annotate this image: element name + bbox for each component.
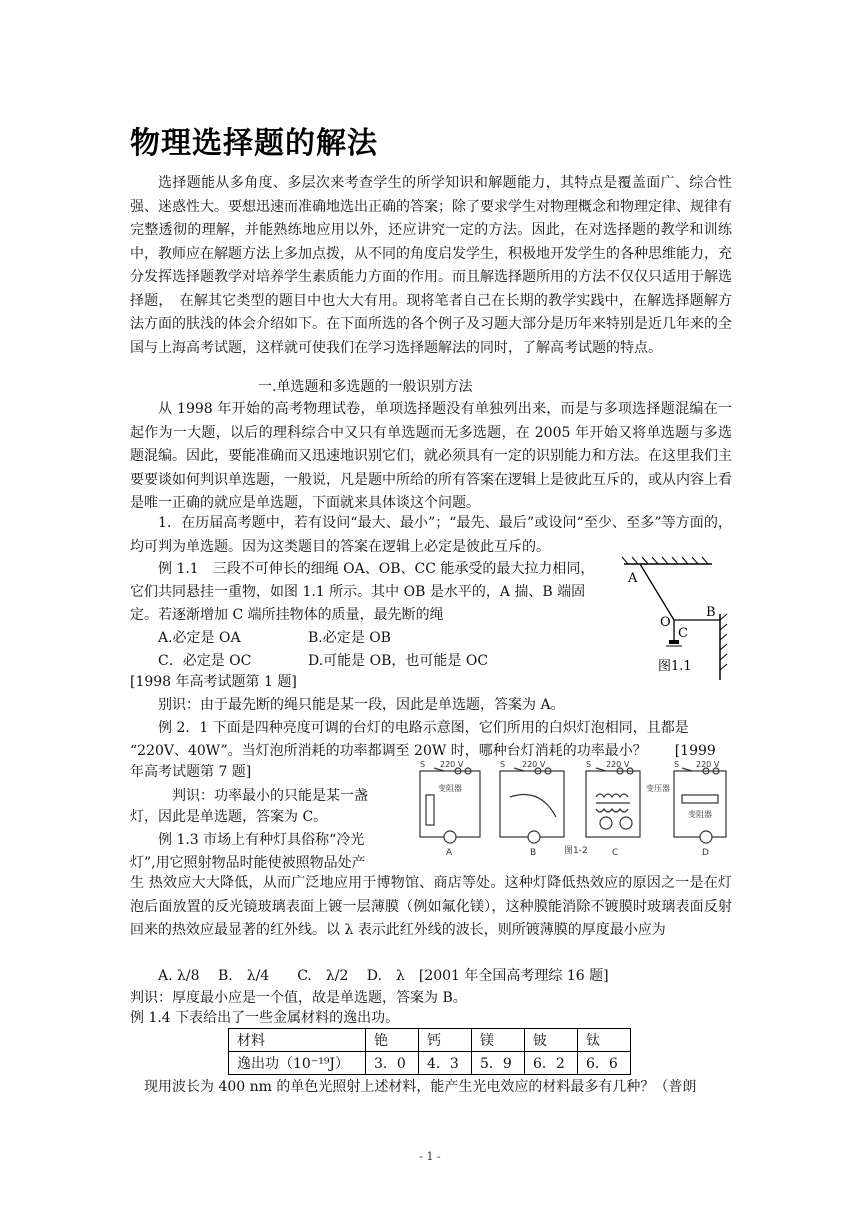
fig12-b-s: S xyxy=(500,760,506,769)
table-cell: 4．3 xyxy=(419,1052,472,1075)
fig11-label-b: B xyxy=(706,605,716,620)
table-cell: 逸出功（10⁻¹⁹J） xyxy=(229,1052,366,1075)
point-1-paragraph: 1．在历届高考题中，若有设问“最大、最小”；“最先、最后”或设问“至少、至多”等方面的，均可判为单选题。因为这类题目的答案在逻辑上必定是彼此互斥的。 xyxy=(130,515,732,555)
ex13-line1: 例 1.3 市场上有种灯具俗称“冷光 xyxy=(158,832,365,848)
fig12-label-b: B xyxy=(530,848,537,858)
ex11-answer: 别识：由于最先断的绳只能是某一段，因此是单选题，答案为 A。 xyxy=(158,697,565,713)
fig12-a-rheostat: 变阻器 xyxy=(438,784,462,793)
ex21-line2: “220V、40W”。当灯泡所消耗的功率都调至 20W 时，哪种台灯消耗的功率最小？ [1999 xyxy=(130,743,716,759)
table-cell: 6．2 xyxy=(525,1052,578,1075)
ex11-line3: 定。若逐渐增加 C 端所挂物体的质量，最先断的绳 xyxy=(130,607,444,623)
table-cell: 5．9 xyxy=(472,1052,525,1075)
fig12-d-s: S xyxy=(674,760,680,769)
fig12-b-v: 220 V xyxy=(522,760,546,769)
ex11-option-d: D.可能是 OB，也可能是 OC xyxy=(308,653,489,669)
table-cell: 镁 xyxy=(472,1029,525,1052)
fig12-d-rheostat: 变阻器 xyxy=(688,810,712,819)
fig12-c-transformer: 变压器 xyxy=(646,784,670,793)
figure-1-1 xyxy=(610,556,736,680)
fig12-label-a: A xyxy=(446,848,453,858)
table-cell: 6．6 xyxy=(578,1052,631,1075)
table-cell: 铯 xyxy=(366,1029,419,1052)
work-function-table xyxy=(228,1028,631,1075)
fig11-label-c: C xyxy=(678,626,688,641)
fig11-caption: 图1.1 xyxy=(658,659,692,674)
fig12-label-c: C xyxy=(612,848,619,858)
fig12-d-v: 220 V xyxy=(696,760,720,769)
ex21-line3: 年高考试题第 7 题] xyxy=(130,764,252,780)
fig12-caption: 图1-2 xyxy=(564,846,588,856)
ex13-options: A. λ/8 B. λ/4 C. λ/2 D. λ [2001 年全国高考理综 16 题] xyxy=(158,968,609,984)
ex21-answer-line2: 灯，因此是单选题，答案为 C。 xyxy=(130,809,328,825)
page-number: - 1 - xyxy=(419,1150,441,1163)
figure-1-2 xyxy=(410,757,734,859)
intro-paragraph: 选择题能从多角度、多层次来考查学生的所学知识和解题能力，其特点是覆盖面广、综合性强、迷惑性大。要想迅速而准确地选出正确的答案；除了要求学生对物理概念和物理定律、规律有完整透彻的理解，并能熟练地应用以外，还应讲究一定的方法。因此，在对选择题的教学和训练中，教师应在解题方法上多加点拨，从不同的角度启发学生，积极地开发学生的各种思维能力，充分发挥选择题教学对培养学生素质能力方面的作用。而且解选择题所用的方法不仅仅只适用于解选择题， 在解其它类型的题目中也大大有用。现将笔者自己在长期的教学实践中，在解选择题解方法方面的肤浅的体会介绍如下。在下面所选的各个例子及习题大部分是历年来特别是近几年来的全国与上海高考试题，这样就可使我们在学习选择题解法的同时，了解高考试题的特点。 xyxy=(130,175,732,356)
fig12-a-s: S xyxy=(420,760,426,769)
table-row xyxy=(229,1052,631,1075)
ex11-source: [1998 年高考试题第 1 题] xyxy=(130,674,297,690)
fig12-c-s: S xyxy=(586,760,592,769)
table-header-row xyxy=(229,1029,631,1052)
ex13-line2: 灯”,用它照射物品时能使被照物品处产 xyxy=(130,855,366,871)
ex11-option-b: B.必定是 OB xyxy=(308,630,391,646)
ex11-line1: 例 1.1 三段不可伸长的细绳 OA、OB、CC 能承受的最大拉力相同， xyxy=(158,561,595,577)
ex13-body: 生 热效应大大降低，从而广泛地应用于博物馆、商店等处。这种灯降低热效应的原因之一是在灯泡后面放置的反光镜玻璃表面上镀一层薄膜（例如氟化镁），这种膜能消除不镀膜时玻璃表面反射回来的热效应最显著的红外线。以 λ 表示此红外线的波长，则所镀薄膜的厚度最小应为 xyxy=(130,875,732,938)
table-cell: 3．0 xyxy=(366,1052,419,1075)
ex14-question: 现用波长为 400 nm 的单色光照射上述材料，能产生光电效应的材料最多有几种？（普朗 xyxy=(144,1079,697,1095)
ex21-answer-line1: 判识：功率最小的只能是某一盏 xyxy=(172,788,368,804)
page-title: 物理选择题的解法 xyxy=(130,126,378,161)
ex13-answer: 判识：厚度最小应是一个值，故是单选题，答案为 B。 xyxy=(130,990,467,1006)
ex11-line2: 它们共同悬挂一重物，如图 1.1 所示。其中 OB 是水平的，A 揣、B 端固 xyxy=(130,584,586,600)
fig11-label-o: O xyxy=(660,615,671,630)
table-cell: 钛 xyxy=(578,1029,631,1052)
section-paragraph: 从 1998 年开始的高考物理试卷，单项选择题没有单独列出来，而是与多项选择题混编在一起作为一大题，以后的理科综合中又只有单选题而无多选题，在 2005 年开始又将单选题与多选题混编。因此，要能准确而又迅速地识别它们，就必须具有一定的识别能力和方法。在这里我们主要要谈如何判识单选题，一般说，凡是题中所给的所有答案在逻辑上是彼此互斥的，或从内容上看是唯一正确的就应是单选题，下面就来具体谈这个问题。 xyxy=(130,401,732,511)
fig11-label-a: A xyxy=(628,571,638,586)
fig12-label-d: D xyxy=(702,848,709,858)
table-cell: 材料 xyxy=(229,1029,366,1052)
ex21-line1: 例 2．1 下面是四种亮度可调的台灯的电路示意图，它们所用的白炽灯泡相同，且都是 xyxy=(158,720,689,736)
fig12-a-v: 220 V xyxy=(440,760,464,769)
ex11-option-a: A.必定是 OA xyxy=(158,630,241,646)
table-cell: 铍 xyxy=(525,1029,578,1052)
section-heading: 一.单选题和多选题的一般识别方法 xyxy=(258,379,473,395)
fig12-c-v: 220 V xyxy=(606,760,630,769)
ex14-line: 例 1.4 下表给出了一些金属材料的逸出功。 xyxy=(130,1010,400,1026)
table-cell: 钙 xyxy=(419,1029,472,1052)
ex11-option-c: C．必定是 OC xyxy=(158,653,252,669)
